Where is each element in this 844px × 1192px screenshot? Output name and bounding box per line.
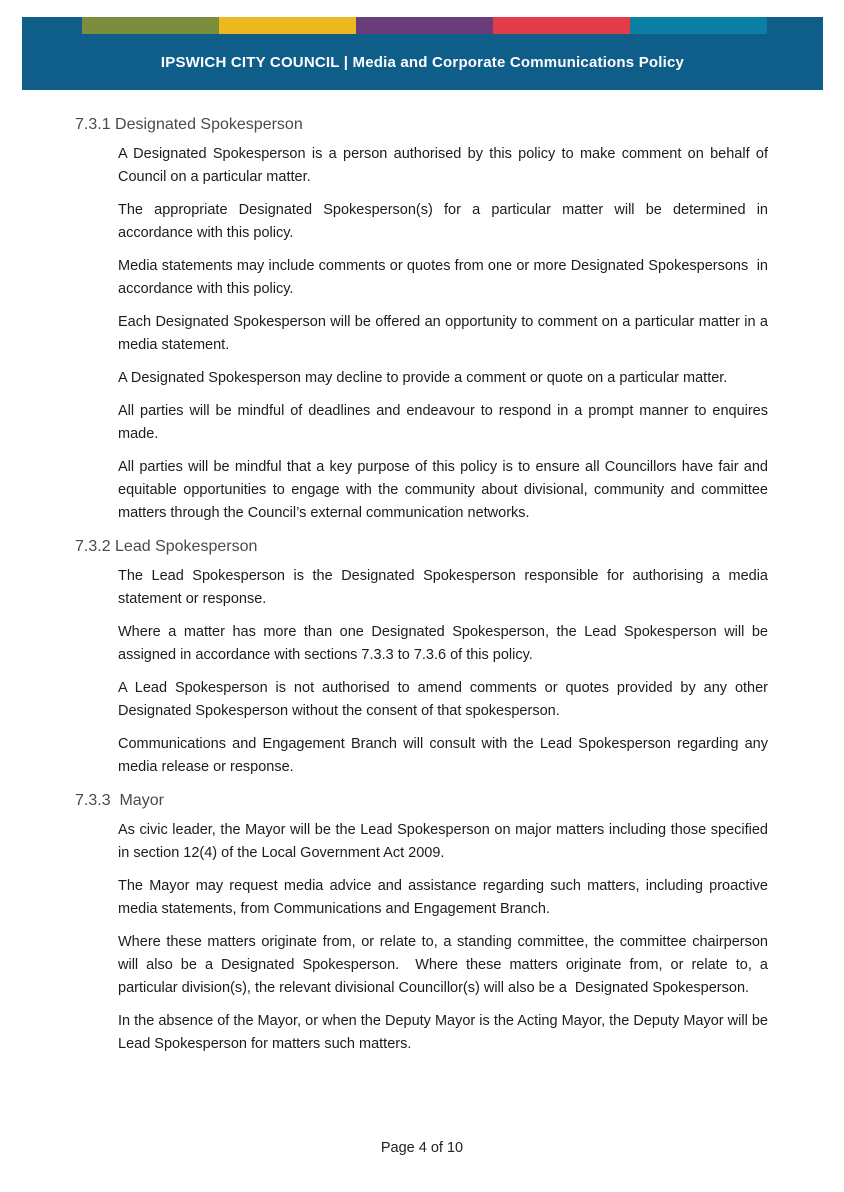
paragraph: A Designated Spokesperson is a person authorised by this policy to make comment on behalf of Council on a particular matter. xyxy=(118,146,773,185)
header-title: IPSWICH CITY COUNCIL | Media and Corporate Communications Policy xyxy=(160,53,685,71)
paragraph: A Lead Spokesperson is not authorised to amend comments or quotes provided by any other Designated Spokesperson without the consent of that spokesperson. xyxy=(118,680,773,719)
paragraph: The Lead Spokesperson is the Designated Spokesperson responsible for authorising a media statement or response. xyxy=(118,568,773,607)
paragraph: Media statements may include comments or quotes from one or more Designated Spokespersons in accordance with this policy. xyxy=(118,258,773,297)
stripe-yellow xyxy=(219,17,356,34)
stripe-purple xyxy=(356,17,493,34)
stripe-red xyxy=(493,17,630,34)
section-heading: 7.3.1 Designated Spokesperson xyxy=(75,116,303,133)
document-body xyxy=(75,90,773,1066)
paragraph: Where a matter has more than one Designated Spokesperson, the Lead Spokesperson will be assigned in accordance with sections 7.3.3 to 7.3.6 of this policy. xyxy=(118,624,773,663)
paragraph: The Mayor may request media advice and assistance regarding such matters, including proactive media statements, from Communications and Engagement Branch. xyxy=(118,878,773,917)
paragraph: In the absence of the Mayor, or when the Deputy Mayor is the Acting Mayor, the Deputy Mayor will be Lead Spokesperson for matters such matters. xyxy=(118,1013,773,1052)
policy-section xyxy=(75,113,773,525)
paragraph: All parties will be mindful that a key purpose of this policy is to ensure all Councillors have fair and equitable opportunities to engage with the community about divisional, community and committee matters through the Council’s external communication networks. xyxy=(118,459,773,521)
policy-section xyxy=(75,535,773,779)
section-heading: 7.3.3 Mayor xyxy=(75,792,164,809)
stripe-teal xyxy=(630,17,767,34)
paragraph: The appropriate Designated Spokesperson(s) for a particular matter will be determined in accordance with this policy. xyxy=(118,202,773,241)
header-banner xyxy=(22,17,823,90)
paragraph: Each Designated Spokesperson will be offered an opportunity to comment on a particular matter in a media statement. xyxy=(118,314,773,353)
page-number: Page 4 of 10 xyxy=(380,1140,464,1156)
section-heading: 7.3.2 Lead Spokesperson xyxy=(75,538,258,555)
paragraph: All parties will be mindful of deadlines and endeavour to respond in a prompt manner to enquires made. xyxy=(118,403,773,442)
page-footer xyxy=(0,1140,844,1156)
policy-section xyxy=(75,789,773,1056)
paragraph: Where these matters originate from, or relate to, a standing committee, the committee chairperson will also be a Designated Spokesperson. Where these matters originate from, or relate to, a particular division(s), the relevant divisional Councillor(s) will also be a Designated Spokesperson. xyxy=(118,934,773,996)
color-stripes xyxy=(82,17,767,34)
paragraph: A Designated Spokesperson may decline to provide a comment or quote on a particular matter. xyxy=(118,370,728,386)
paragraph: Communications and Engagement Branch will consult with the Lead Spokesperson regarding any media release or response. xyxy=(118,736,773,775)
paragraph: As civic leader, the Mayor will be the Lead Spokesperson on major matters including those specified in section 12(4) of the Local Government Act 2009. xyxy=(118,822,773,861)
stripe-olive xyxy=(82,17,219,34)
